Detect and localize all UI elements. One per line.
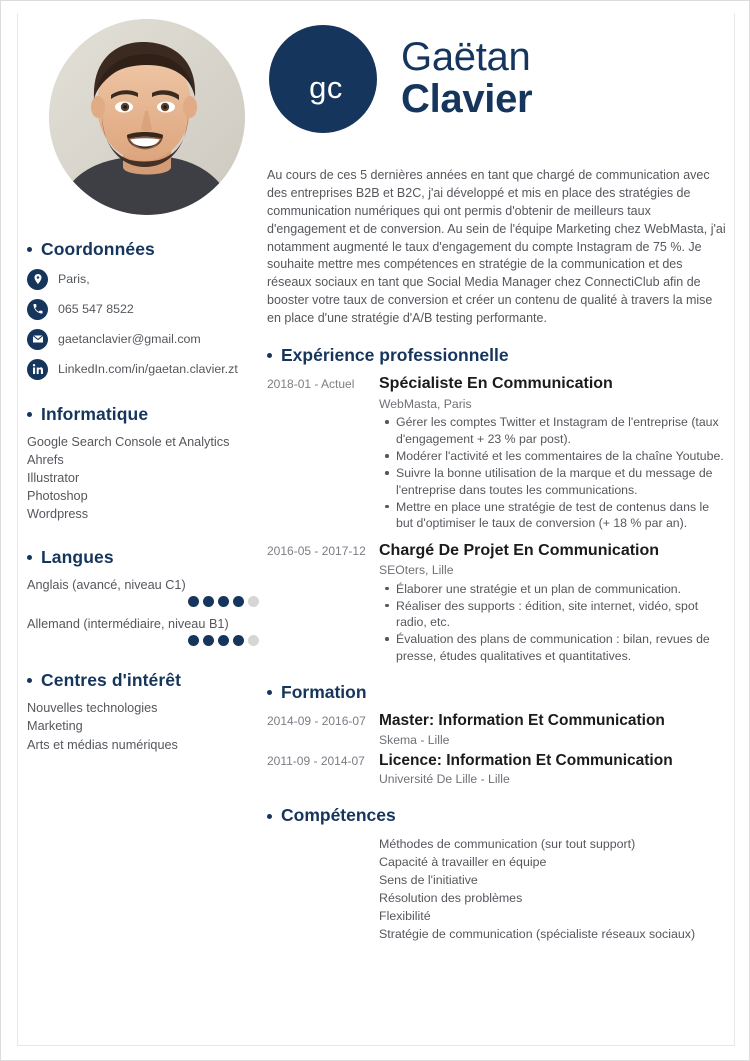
contact-value: 065 547 8522 [58, 301, 134, 316]
section-header-langues [27, 549, 259, 567]
list-item: Wordpress [27, 507, 89, 522]
main-column [267, 19, 727, 944]
name-block [401, 37, 532, 121]
rating-dot [248, 596, 259, 607]
competences-list [267, 835, 727, 944]
bullet-item: Suivre la bonne utilisation de la marque et du message de l'entreprise dans toutes les communications. [396, 465, 727, 498]
section-title: Centres d'intérêt [41, 669, 182, 690]
section-header-interets [27, 669, 259, 690]
bullet-icon [27, 247, 32, 252]
entry-school: Université De Lille - Lille [379, 772, 510, 787]
entry-title: Master: Information Et Communication [379, 712, 665, 730]
rating-dot [188, 596, 199, 607]
list-item: Sens de l'initiative [379, 873, 478, 888]
bullet-icon [267, 814, 272, 819]
list-item: Méthodes de communication (sur tout support) [379, 836, 636, 851]
list-item: Ahrefs [27, 453, 64, 468]
list-item: Flexibilité [379, 909, 431, 924]
section-header-competences [267, 807, 727, 825]
section-title: Expérience professionnelle [281, 344, 509, 365]
page-title [267, 19, 727, 139]
linkedin-icon [27, 359, 48, 380]
entry-title: Spécialiste En Communication [379, 375, 613, 393]
list-item: Arts et médias numériques [27, 737, 178, 752]
list-item: Nouvelles technologies [27, 701, 158, 716]
envelope-icon [27, 329, 48, 350]
language-rating [27, 635, 259, 646]
entry-school: Skema - Lille [379, 732, 450, 747]
bullet-item: Mettre en place une stratégie de test de contenus dans le but d'optimiser le taux de conversion (+ 18 % par an). [396, 499, 727, 532]
rating-dot [248, 635, 259, 646]
language-rating [27, 596, 259, 607]
language-name: Allemand (intermédiaire, niveau B1) [27, 616, 229, 631]
entry-bullets [379, 414, 727, 532]
rating-dot [188, 635, 199, 646]
bullet-item: Modérer l'activité et les commentaires de la chaîne Youtube. [396, 448, 727, 465]
entry-date: 2018-01 - Actuel [267, 377, 355, 392]
portrait-photo-icon [49, 19, 245, 215]
last-name: Clavier [401, 76, 533, 121]
rating-dot [203, 596, 214, 607]
contact-value: gaetanclavier@gmail.com [58, 331, 201, 346]
language-item [27, 616, 259, 646]
bullet-item: Gérer les comptes Twitter et Instagram de l'entreprise (taux d'engagement + 23 % par post). [396, 414, 727, 447]
contact-item-location[interactable] [27, 269, 259, 290]
location-pin-icon [27, 269, 48, 290]
bullet-item: Élaborer une stratégie et un plan de communication. [396, 581, 727, 598]
list-item: Stratégie de communication (spécialiste réseaux sociaux) [379, 927, 696, 942]
contact-item-phone[interactable] [27, 299, 259, 320]
entry-body [379, 374, 727, 532]
section-title: Formation [281, 681, 367, 702]
section-header-experience [267, 344, 727, 365]
entry-date: 2014-09 - 2016-07 [267, 714, 366, 729]
entry-date: 2011-09 - 2014-07 [267, 753, 365, 768]
contact-list [27, 269, 259, 380]
informatique-list [27, 433, 259, 523]
list-item: Illustrator [27, 471, 80, 486]
bullet-item: Évaluation des plans de communication : bilan, revues de presse, études qualitatives et quantitatives. [396, 631, 727, 664]
experience-entry [267, 541, 727, 665]
rating-dot [218, 635, 229, 646]
entry-company: WebMasta, Paris [379, 396, 472, 411]
entry-title: Chargé De Projet En Communication [379, 541, 660, 559]
section-title: Compétences [281, 805, 396, 826]
bullet-icon [27, 412, 32, 417]
langues-list [27, 577, 259, 646]
bullet-icon [27, 555, 32, 560]
bullet-icon [267, 690, 272, 695]
avatar [49, 19, 245, 215]
monogram-badge [269, 25, 377, 133]
profile-summary: Au cours de ces 5 dernières années en tant que chargé de communication avec des entreprises B2B et B2C, j'ai développé et mis en place des stratégies de communication numériques qui ont permis d'obtenir de meilleurs taux d'engagement et de conversion. Au sein de l'équipe Marketing chez WebMasta, j'ai notamment augmenté le taux d'engagement du compte Instagram de 75 %. Je souhaite mettre mes compétences en stratégie de la communication et des réseaux sociaux en tant que Social Media Manager chez ConnectiClub afin de booster votre taux de conversion et créer un contenu de qualité à travers la mise en place d'une stratégie d'A/B testing performante. [267, 168, 726, 325]
rating-dot [218, 596, 229, 607]
entry-date: 2016-05 - 2017-12 [267, 543, 366, 558]
contact-item-linkedin[interactable] [27, 359, 259, 380]
monogram-text: gc [309, 69, 343, 105]
education-entry [267, 711, 727, 748]
experience-entry [267, 374, 727, 532]
cv-content [1, 1, 750, 1061]
section-title: Coordonnées [41, 239, 155, 259]
sidebar [27, 19, 259, 754]
contact-item-email[interactable] [27, 329, 259, 350]
entry-body [379, 541, 727, 665]
language-name: Anglais (avancé, niveau C1) [27, 577, 186, 592]
list-item: Résolution des problèmes [379, 891, 523, 906]
entry-company: SEOters, Lille [379, 563, 454, 578]
interets-list [27, 699, 259, 753]
section-header-formation [267, 681, 727, 702]
list-item: Capacité à travailler en équipe [379, 854, 547, 869]
language-item [27, 577, 259, 607]
rating-dot [233, 596, 244, 607]
rating-dot [203, 635, 214, 646]
bullet-item: Réaliser des supports : édition, site internet, vidéo, spot radio, etc. [396, 598, 727, 631]
contact-value: Paris, [58, 271, 90, 286]
list-item: Google Search Console et Analytics [27, 435, 230, 449]
entry-body [379, 711, 727, 748]
entry-body [379, 751, 727, 788]
education-entry [267, 751, 727, 788]
section-header-informatique [27, 403, 259, 424]
list-item: Marketing [27, 719, 83, 734]
bullet-icon [267, 353, 272, 358]
first-name: Gaëtan [401, 35, 531, 79]
phone-icon [27, 299, 48, 320]
bullet-icon [27, 678, 32, 683]
contact-value: LinkedIn.com/in/gaetan.clavier.zt [58, 361, 238, 376]
list-item: Photoshop [27, 489, 88, 504]
section-title: Informatique [41, 403, 149, 424]
section-title: Langues [41, 547, 114, 568]
rating-dot [233, 635, 244, 646]
entry-title: Licence: Information Et Communication [379, 751, 673, 769]
entry-bullets [379, 581, 727, 665]
section-header-coordonnees [27, 241, 259, 259]
